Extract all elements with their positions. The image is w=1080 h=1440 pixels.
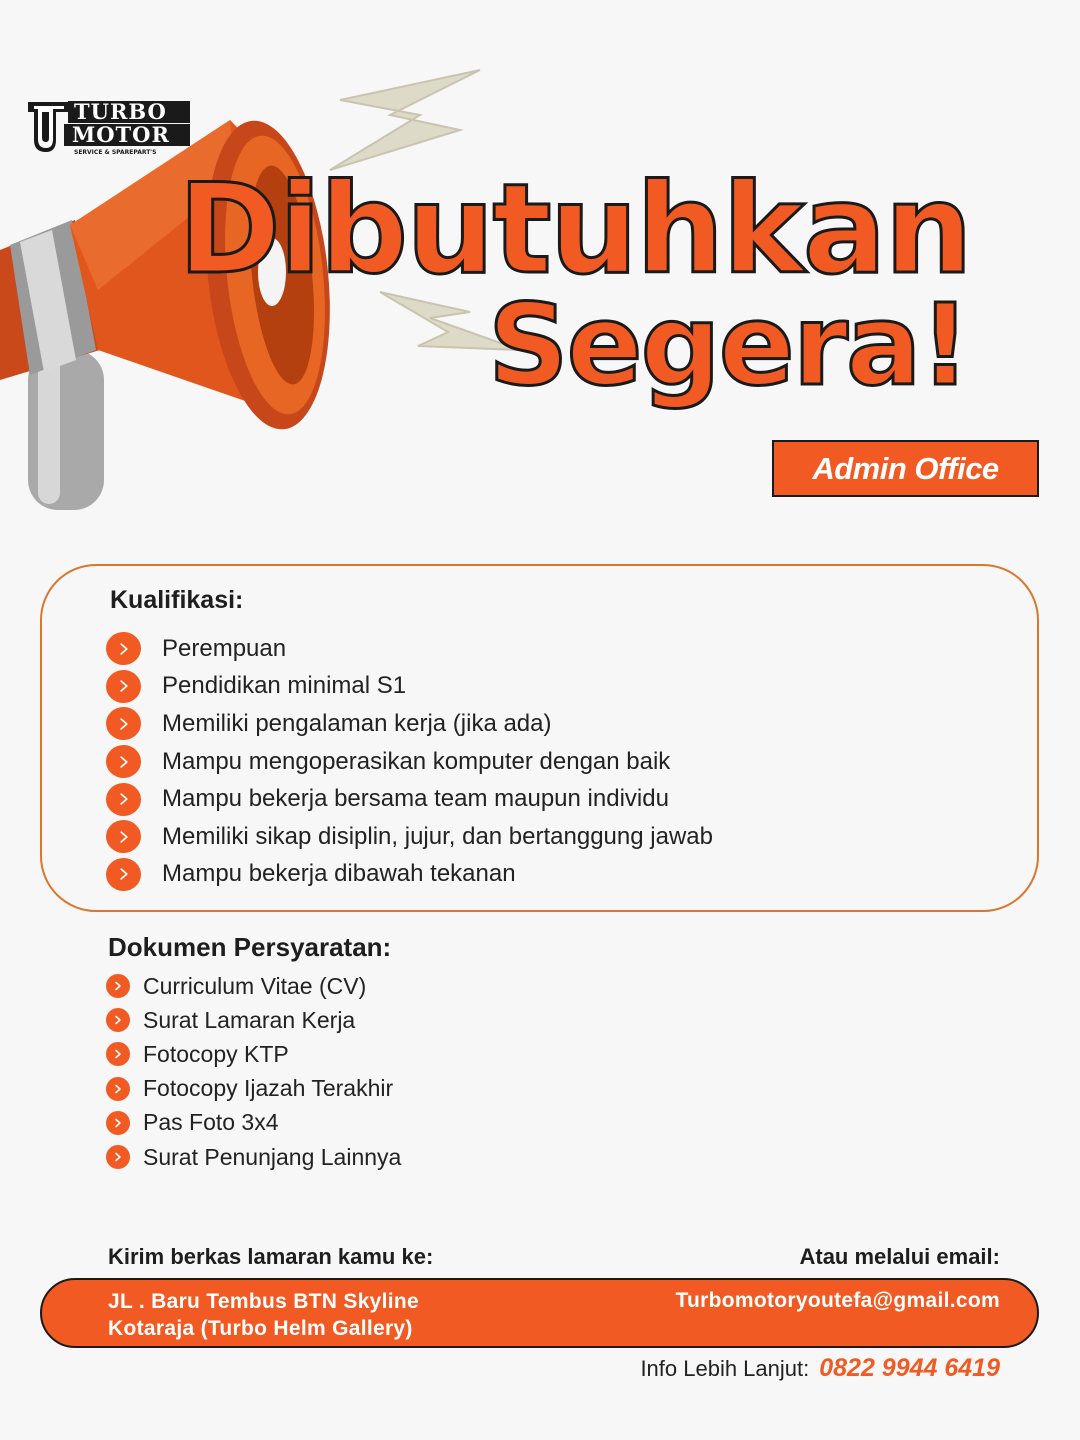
address-line-1: JL . Baru Tembus BTN Skyline	[108, 1290, 420, 1313]
document-text: Curriculum Vitae (CV)	[143, 972, 367, 999]
qualification-item	[106, 780, 713, 818]
chevron-right-icon	[106, 783, 141, 816]
chevron-right-icon	[106, 1111, 130, 1135]
chevron-right-icon	[106, 1145, 130, 1169]
document-text: Pas Foto 3x4	[143, 1109, 279, 1136]
qualification-text: Mampu mengoperasikan komputer dengan baik	[162, 747, 671, 775]
qualification-item	[106, 818, 713, 856]
qualification-item	[106, 668, 713, 706]
qualifications-list	[106, 630, 713, 893]
document-text: Surat Lamaran Kerja	[143, 1006, 356, 1033]
document-item	[106, 1140, 401, 1174]
qualification-item	[106, 743, 713, 781]
headline-segera: Segera!	[488, 281, 969, 411]
info-row	[640, 1354, 1000, 1383]
svg-text:MOTOR: MOTOR	[72, 122, 170, 147]
phone-number[interactable]: 0822 9944 6419	[819, 1354, 1000, 1382]
svg-text:TURBO: TURBO	[74, 99, 167, 124]
qualification-item	[106, 856, 713, 894]
headline-dibutuhkan: Dibutuhkan	[178, 158, 971, 302]
chevron-right-icon	[106, 1077, 130, 1101]
documents-list	[106, 969, 401, 1174]
chevron-right-icon	[106, 707, 141, 740]
chevron-right-icon	[106, 670, 141, 703]
document-text: Fotocopy Ijazah Terakhir	[143, 1075, 394, 1102]
position-badge	[772, 440, 1039, 497]
send-label: Kirim berkas lamaran kamu ke:	[108, 1244, 434, 1269]
document-text: Fotocopy KTP	[143, 1040, 289, 1067]
qualification-item	[106, 705, 713, 743]
lightning-bolt-icon	[330, 70, 480, 170]
email-link[interactable]: Turbomotoryoutefa@gmail.com	[675, 1289, 1000, 1312]
document-item	[106, 1037, 401, 1071]
document-item	[106, 1106, 401, 1140]
chevron-right-icon	[106, 1042, 130, 1066]
qualifications-title: Kualifikasi:	[110, 586, 244, 614]
address	[108, 1288, 419, 1342]
document-item	[106, 969, 401, 1003]
email-label: Atau melalui email:	[799, 1244, 1000, 1269]
svg-text:SERVICE & SPAREPART'S: SERVICE & SPAREPART'S	[74, 149, 157, 156]
address-line-2: Kotaraja (Turbo Helm Gallery)	[108, 1317, 413, 1340]
document-text: Surat Penunjang Lainnya	[143, 1143, 402, 1170]
chevron-right-icon	[106, 632, 141, 665]
chevron-right-icon	[106, 974, 130, 998]
position-label: Admin Office	[812, 450, 999, 486]
documents-title: Dokumen Persyaratan:	[108, 932, 392, 962]
document-item	[106, 1003, 401, 1037]
qualification-text: Pendidikan minimal S1	[162, 672, 407, 700]
chevron-right-icon	[106, 820, 141, 853]
chevron-right-icon	[106, 1008, 130, 1032]
document-item	[106, 1072, 401, 1106]
qualification-text: Memiliki pengalaman kerja (jika ada)	[162, 709, 552, 737]
qualification-text: Memiliki sikap disiplin, jujur, dan bertanggung jawab	[162, 822, 713, 850]
qualification-text: Mampu bekerja bersama team maupun individu	[162, 785, 669, 813]
chevron-right-icon	[106, 858, 141, 891]
info-label: Info Lebih Lanjut:	[640, 1356, 810, 1381]
qualification-text: Perempuan	[162, 634, 287, 662]
qualification-text: Mampu bekerja dibawah tekanan	[162, 860, 516, 888]
chevron-right-icon	[106, 745, 141, 778]
qualification-item	[106, 630, 713, 668]
